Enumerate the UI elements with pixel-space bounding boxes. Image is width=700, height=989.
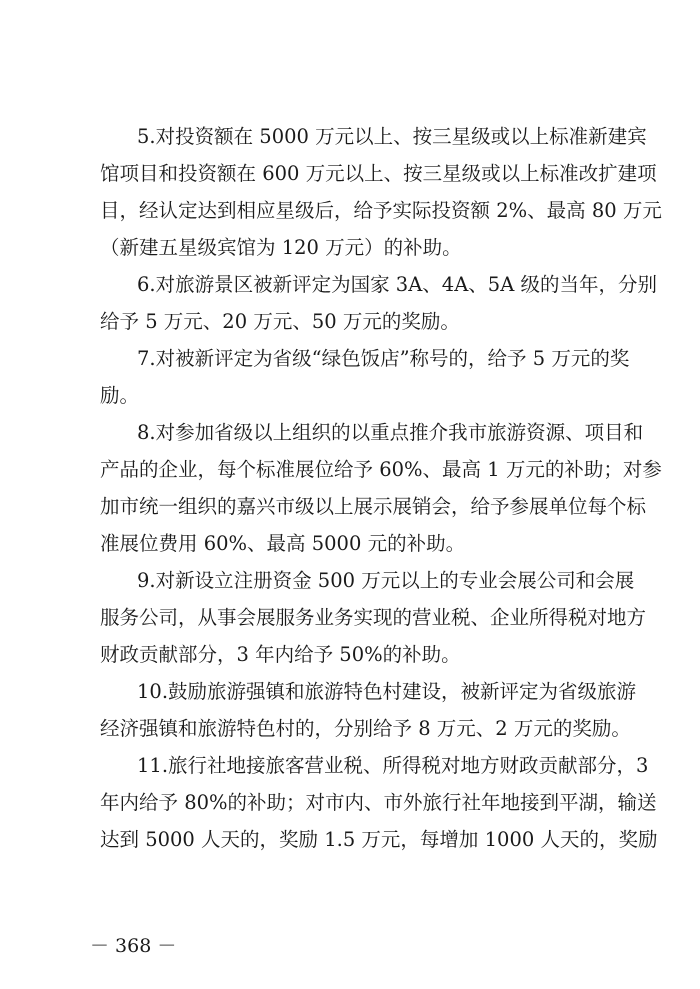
paragraph-9-line-3: 财政贡献部分，3 年内给予 50%的补助。 [100, 643, 461, 666]
paragraph-7-line-2: 励。 [100, 384, 140, 407]
paragraph-6-line-2: 给予 5 万元、20 万元、50 万元的奖励。 [100, 310, 460, 333]
paragraph-10-line-2: 经济强镇和旅游特色村的，分别给予 8 万元、2 万元的奖励。 [100, 717, 631, 740]
paragraph-8-line-2: 产品的企业，每个标准展位给予 60%、最高 1 万元的补助；对参 [100, 458, 662, 481]
paragraph-8-line-3: 加市统一组织的嘉兴市级以上展示展销会，给予参展单位每个标 [100, 495, 647, 518]
page-number: － 368 － [90, 935, 177, 957]
paragraph-8-line-1: 8.对参加省级以上组织的以重点推介我市旅游资源、项目和 [137, 421, 644, 444]
paragraph-8-line-4: 准展位费用 60%、最高 5000 元的补助。 [100, 532, 466, 555]
paragraph-5-line-2: 馆项目和投资额在 600 万元以上、按三星级或以上标准改扩建项 [100, 162, 657, 185]
paragraph-7-line-1: 7.对被新评定为省级“绿色饭店”称号的，给予 5 万元的奖 [137, 347, 630, 370]
paragraph-5-line-4: （新建五星级宾馆为 120 万元）的补助。 [100, 236, 462, 259]
paragraph-5-line-1: 5.对投资额在 5000 万元以上、按三星级或以上标准新建宾 [137, 125, 647, 148]
paragraph-11-line-3: 达到 5000 人天的，奖励 1.5 万元，每增加 1000 人天的，奖励 [100, 828, 658, 851]
paragraph-5-line-3: 目，经认定达到相应星级后，给予实际投资额 2%、最高 80 万元 [100, 199, 662, 222]
paragraph-9-line-1: 9.对新设立注册资金 500 万元以上的专业会展公司和会展 [137, 569, 635, 592]
paragraph-6-line-1: 6.对旅游景区被新评定为国家 3A、4A、5A 级的当年，分别 [137, 273, 657, 296]
paragraph-10-line-1: 10.鼓励旅游强镇和旅游特色村建设，被新评定为省级旅游 [137, 680, 637, 703]
paragraph-11-line-2: 年内给予 80%的补助；对市内、市外旅行社年地接到平湖，输送 [100, 791, 657, 814]
paragraph-11-line-1: 11.旅行社地接旅客营业税、所得税对地方财政贡献部分，3 [137, 754, 649, 777]
paragraph-9-line-2: 服务公司，从事会展服务业务实现的营业税、企业所得税对地方 [100, 606, 647, 629]
